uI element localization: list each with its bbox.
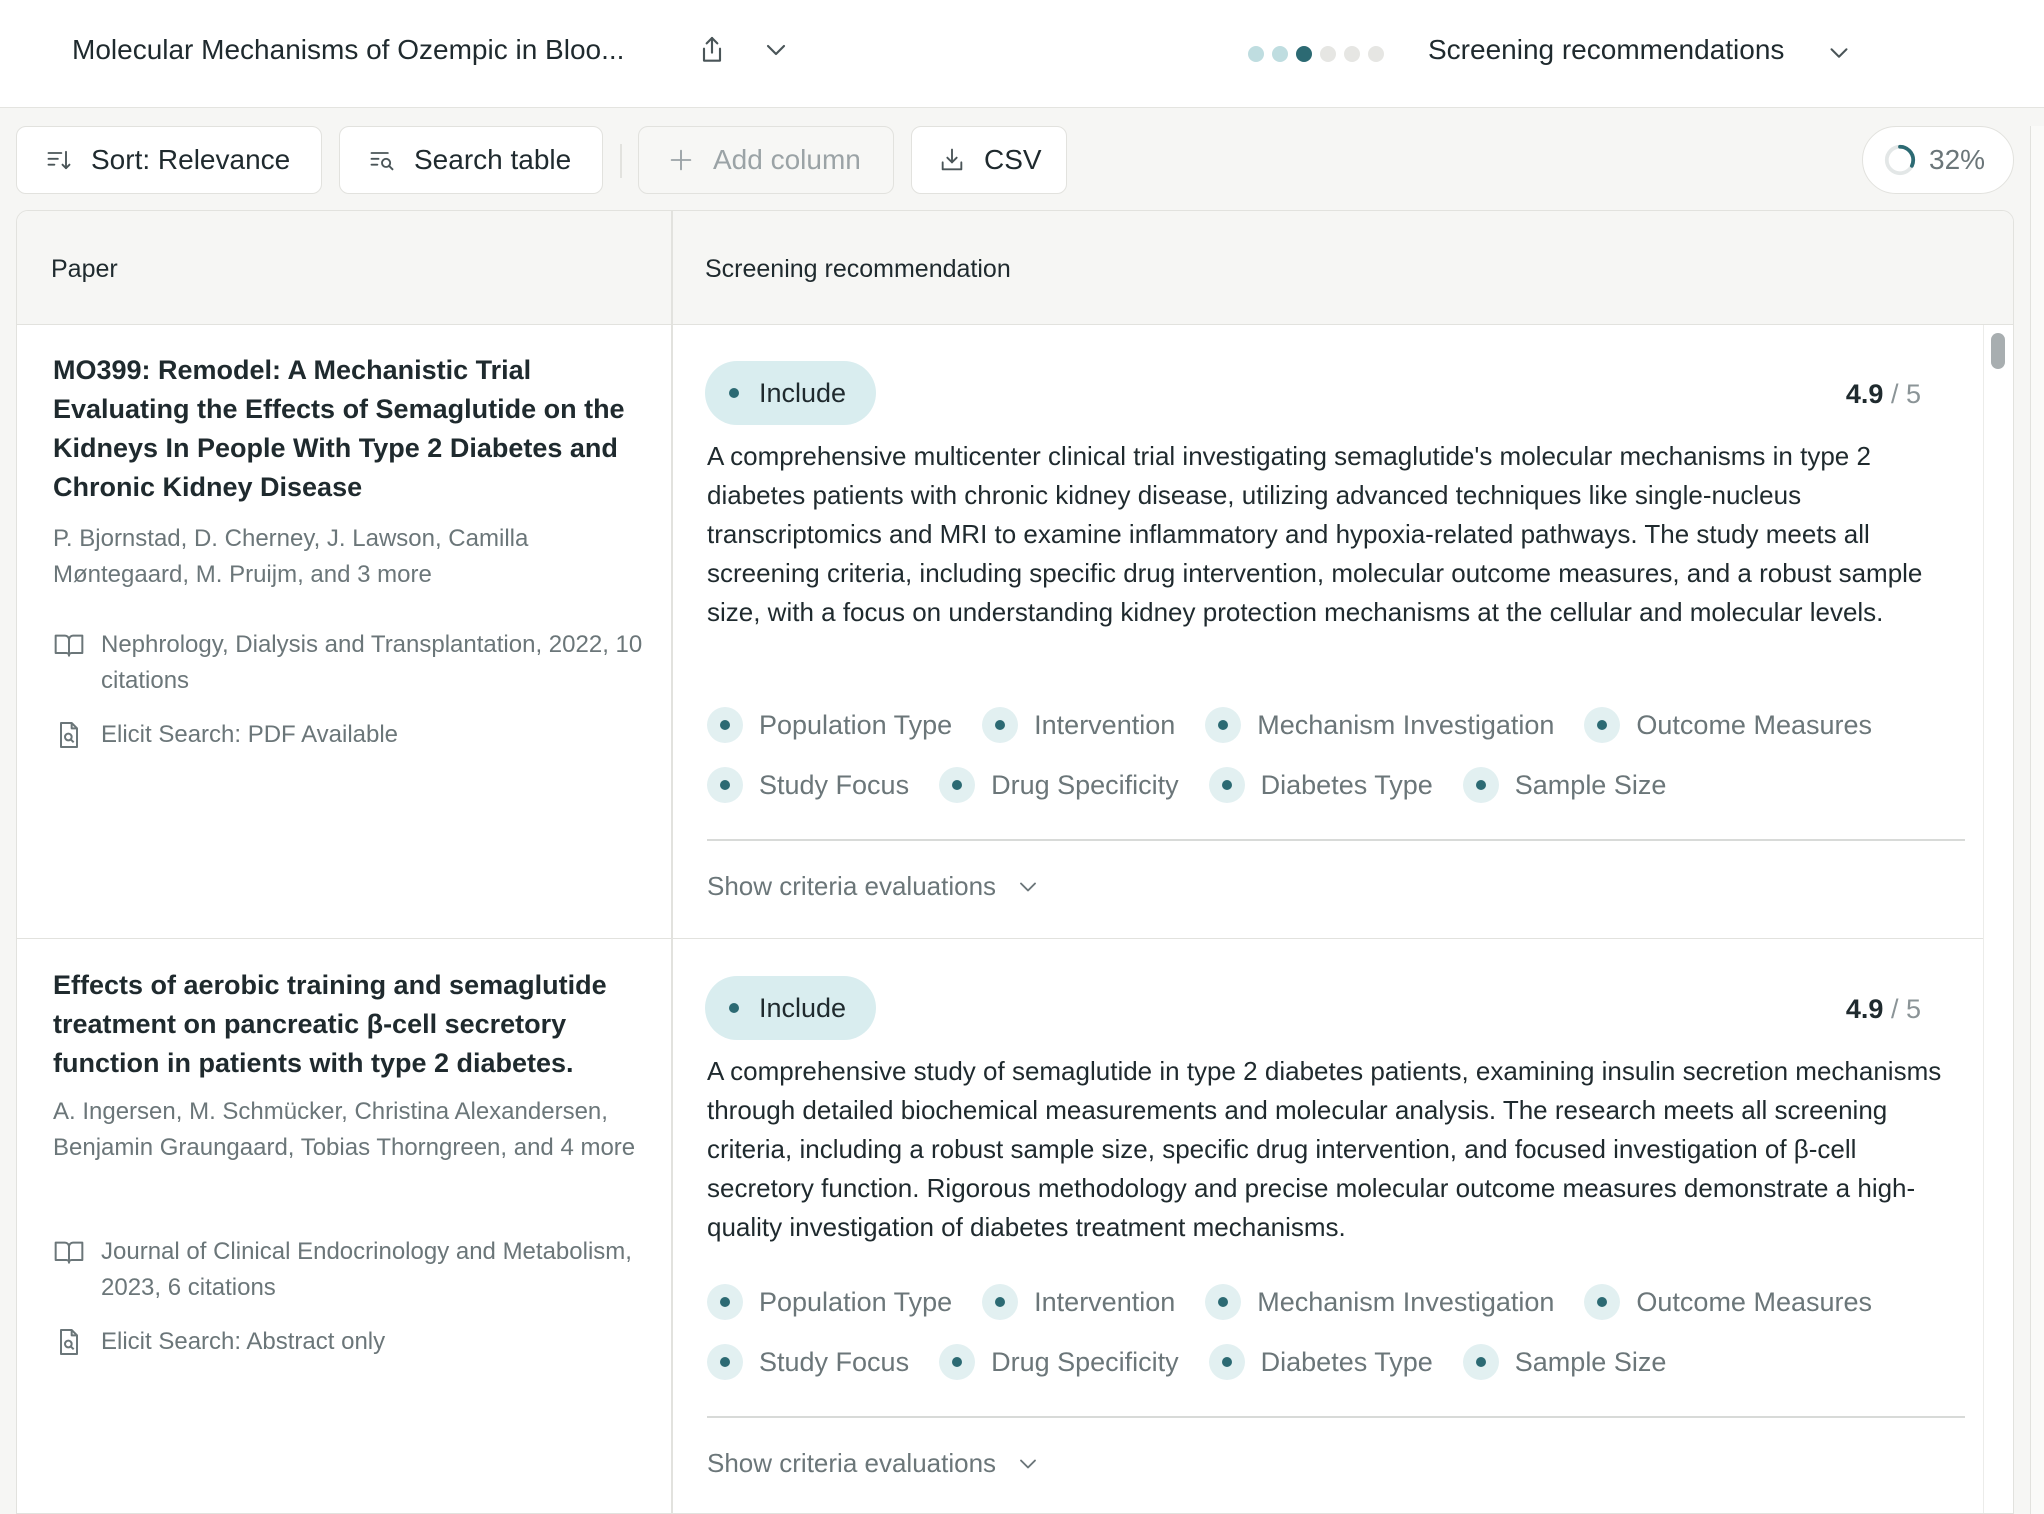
app-header xyxy=(0,0,2044,108)
criteria-met-icon xyxy=(982,707,1018,743)
criteria-label: Diabetes Type xyxy=(1260,1346,1433,1377)
criteria-met-icon xyxy=(707,1344,743,1380)
criteria-label: Drug Specificity xyxy=(991,1346,1179,1377)
score-value: 4.9 xyxy=(1845,379,1884,409)
column-header-screening[interactable]: Screening recommendation xyxy=(705,255,1011,283)
badge-dot-icon xyxy=(729,1003,739,1013)
criteria-met-icon xyxy=(1463,1344,1499,1380)
results-table xyxy=(16,210,2014,1514)
criteria-chip[interactable] xyxy=(939,1344,1179,1380)
csv-download-button[interactable] xyxy=(911,126,1067,194)
section-divider xyxy=(707,1416,1965,1418)
share-icon[interactable] xyxy=(696,34,728,66)
scrollbar-thumb[interactable] xyxy=(1991,333,2005,369)
document-search-icon xyxy=(53,1326,85,1358)
badge-label: Include xyxy=(759,992,847,1023)
step-dot[interactable] xyxy=(1368,46,1384,62)
show-criteria-toggle[interactable] xyxy=(707,871,1042,902)
criteria-met-icon xyxy=(939,767,975,803)
criteria-label: Outcome Measures xyxy=(1636,1286,1872,1317)
relevance-score xyxy=(1846,994,1921,1025)
criteria-chip[interactable] xyxy=(707,1344,909,1380)
criteria-label: Sample Size xyxy=(1514,769,1667,800)
side-panel-edge xyxy=(2030,126,2044,1514)
score-max: / 5 xyxy=(1890,994,1921,1024)
criteria-label: Study Focus xyxy=(759,769,910,800)
criteria-chips xyxy=(707,707,1967,803)
journal-text: Journal of Clinical Endocrinology and Metabolism, 2023, 6 citations xyxy=(101,1238,632,1301)
criteria-label: Mechanism Investigation xyxy=(1257,1286,1555,1317)
book-icon xyxy=(53,629,85,661)
criteria-met-icon xyxy=(1205,707,1241,743)
show-criteria-label: Show criteria evaluations xyxy=(707,1448,997,1478)
criteria-met-icon xyxy=(707,707,743,743)
criteria-met-icon xyxy=(1209,1344,1245,1380)
criteria-met-icon xyxy=(1205,1284,1241,1320)
criteria-met-icon xyxy=(982,1284,1018,1320)
add-column-label: Add column xyxy=(713,144,861,175)
badge-dot-icon xyxy=(729,388,739,398)
step-dot[interactable] xyxy=(1320,46,1336,62)
sort-label: Sort: Relevance xyxy=(91,144,291,175)
toolbar-divider xyxy=(620,144,622,178)
criteria-label: Intervention xyxy=(1034,1286,1176,1317)
paper-journal xyxy=(53,1234,653,1306)
criteria-label: Diabetes Type xyxy=(1260,769,1433,800)
progress-percent: 32% xyxy=(1929,144,1986,175)
screening-summary: A comprehensive study of semaglutide in type 2 diabetes patients, examining insulin secretion mechanisms through detailed biochemical measurements and molecular analysis. The research meets all screening criteria, including a robust sample size, specific drug intervention, and focused investigation of β-cell secretory function. Rigorous methodology and precise molecular outcome measures demonstrate a high-quality investigation of diabetes treatment mechanisms. xyxy=(707,1056,1942,1242)
source-text[interactable]: Elicit Search: PDF Available xyxy=(101,721,399,748)
paper-authors: A. Ingersen, M. Schmücker, Christina Alexandersen, Benjamin Graungaard, Tobias Thorngreen, and 4 more xyxy=(53,1098,636,1161)
criteria-chip[interactable] xyxy=(1463,1344,1667,1380)
criteria-label: Population Type xyxy=(759,709,953,740)
progress-ring-icon xyxy=(1883,143,1917,177)
paper-source xyxy=(53,717,653,753)
table-scrollbar[interactable] xyxy=(1983,325,2013,1514)
step-progress-dots xyxy=(1248,46,1384,62)
search-table-label: Search table xyxy=(414,144,572,175)
criteria-chip[interactable] xyxy=(982,707,1175,743)
criteria-met-icon xyxy=(1209,767,1245,803)
document-search-icon xyxy=(53,719,85,751)
sort-icon xyxy=(45,146,73,174)
criteria-chip[interactable] xyxy=(707,1284,952,1320)
plus-icon xyxy=(667,146,695,174)
step-dot[interactable] xyxy=(1344,46,1360,62)
criteria-chip[interactable] xyxy=(1463,767,1667,803)
chevron-down-icon[interactable] xyxy=(760,34,792,66)
criteria-met-icon xyxy=(1584,1284,1620,1320)
criteria-chip[interactable] xyxy=(707,767,909,803)
source-text[interactable]: Elicit Search: Abstract only xyxy=(101,1328,386,1355)
chevron-down-icon xyxy=(1014,1450,1042,1478)
book-icon xyxy=(53,1236,85,1268)
table-header xyxy=(17,211,2013,325)
show-criteria-toggle[interactable] xyxy=(707,1448,1042,1479)
chevron-down-icon xyxy=(1014,873,1042,901)
step-dot[interactable] xyxy=(1296,46,1312,62)
paper-journal xyxy=(53,627,653,699)
table-row xyxy=(17,940,1983,1514)
relevance-score xyxy=(1846,379,1921,410)
step-dot[interactable] xyxy=(1272,46,1288,62)
badge-label: Include xyxy=(759,377,847,408)
search-table-button[interactable] xyxy=(339,126,603,194)
criteria-met-icon xyxy=(707,1284,743,1320)
criteria-label: Study Focus xyxy=(759,1346,910,1377)
journal-text: Nephrology, Dialysis and Transplantation, 2022, 10 citations xyxy=(101,631,643,694)
table-row xyxy=(17,325,1983,939)
criteria-chip[interactable] xyxy=(1205,707,1554,743)
score-max: / 5 xyxy=(1890,379,1921,409)
step-dot[interactable] xyxy=(1248,46,1264,62)
criteria-chip[interactable] xyxy=(1584,707,1872,743)
download-icon xyxy=(938,146,966,174)
paper-authors: P. Bjornstad, D. Cherney, J. Lawson, Camilla Møntegaard, M. Pruijm, and 3 more xyxy=(53,525,529,588)
paper-title[interactable]: Effects of aerobic training and semaglutide treatment on pancreatic β-cell secretory function in patients with type 2 diabetes. xyxy=(53,970,607,1078)
criteria-chip[interactable] xyxy=(982,1284,1175,1320)
include-badge[interactable] xyxy=(705,361,876,425)
criteria-met-icon xyxy=(707,767,743,803)
criteria-met-icon xyxy=(1463,767,1499,803)
search-table-icon xyxy=(368,146,396,174)
section-divider xyxy=(707,839,1965,841)
step-selector[interactable]: Screening recommendations xyxy=(1428,34,1785,65)
criteria-label: Intervention xyxy=(1034,709,1176,740)
show-criteria-label: Show criteria evaluations xyxy=(707,871,997,901)
criteria-chip[interactable] xyxy=(939,767,1179,803)
column-header-paper[interactable]: Paper xyxy=(51,255,118,283)
criteria-label: Outcome Measures xyxy=(1636,709,1872,740)
include-badge[interactable] xyxy=(705,976,876,1040)
criteria-chip[interactable] xyxy=(1209,1344,1433,1380)
screening-progress xyxy=(1862,126,2014,194)
criteria-chips xyxy=(707,1284,1967,1380)
step-chevron-down-icon[interactable] xyxy=(1824,38,1854,68)
criteria-label: Drug Specificity xyxy=(991,769,1179,800)
project-title[interactable]: Molecular Mechanisms of Ozempic in Bloo... xyxy=(72,34,625,65)
criteria-label: Sample Size xyxy=(1514,1346,1667,1377)
csv-label: CSV xyxy=(984,144,1042,175)
criteria-met-icon xyxy=(1584,707,1620,743)
paper-source xyxy=(53,1324,653,1360)
paper-title[interactable]: MO399: Remodel: A Mechanistic Trial Evaluating the Effects of Semaglutide on the Kidneys In People With Type 2 Diabetes and Chronic Kidney Disease xyxy=(53,355,625,502)
criteria-met-icon xyxy=(939,1344,975,1380)
sort-button[interactable] xyxy=(16,126,322,194)
criteria-label: Population Type xyxy=(759,1286,953,1317)
criteria-label: Mechanism Investigation xyxy=(1257,709,1555,740)
criteria-chip[interactable] xyxy=(1205,1284,1554,1320)
criteria-chip[interactable] xyxy=(707,707,952,743)
add-column-button[interactable] xyxy=(638,126,894,194)
criteria-chip[interactable] xyxy=(1209,767,1433,803)
score-value: 4.9 xyxy=(1845,994,1884,1024)
criteria-chip[interactable] xyxy=(1584,1284,1872,1320)
screening-summary: A comprehensive multicenter clinical trial investigating semaglutide's molecular mechanisms in type 2 diabetes patients with chronic kidney disease, utilizing advanced techniques like single-nucleus transcriptomics and MRI to examine inflammatory and hypoxia-related pathways. The study meets all screening criteria, including specific drug intervention, molecular outcome measures, and a robust sample size, with a focus on understanding kidney protection mechanisms at the cellular and molecular levels. xyxy=(707,441,1923,627)
